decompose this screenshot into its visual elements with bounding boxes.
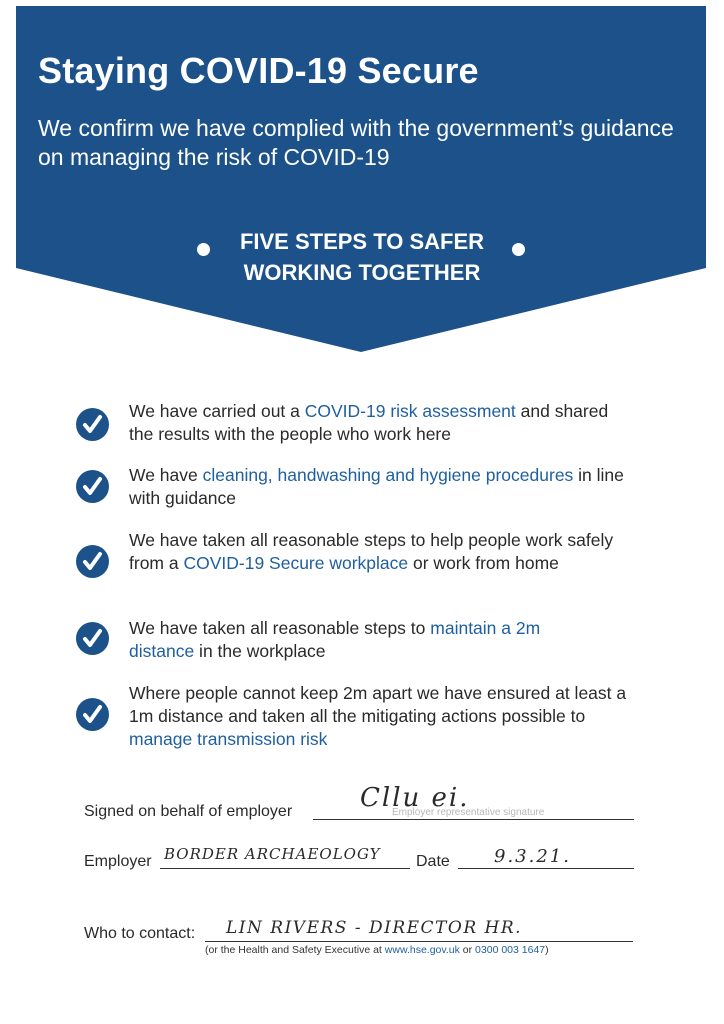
contact-handwriting: LIN RIVERS - DIRECTOR HR. [226,918,523,938]
employer-handwriting: BORDER ARCHAEOLOGY [164,845,381,863]
checkmark-icon [76,470,109,503]
hse-phone: 0300 003 1647 [475,944,546,956]
date-handwriting: 9.3.21. [494,846,571,867]
hse-note: (or the Health and Safety Executive at www.hse.gov.uk or 0300 003 1647) [205,944,549,956]
checkmark-icon [76,545,109,578]
page-subtitle: We confirm we have complied with the government’s guidance on managing the risk of COVID-19 [38,115,674,170]
page-title: Staying COVID-19 Secure [38,50,479,91]
employer-label: Employer [84,853,152,870]
steps-heading-line1: FIVE STEPS TO SAFER [239,229,485,254]
checkmark-icon [76,408,109,441]
date-label: Date [416,853,450,870]
signature-handwriting: Cllu ei. [360,783,470,813]
steps-heading-line2: WORKING TOGETHER [243,260,481,285]
signature-hint: Employer representative signature [392,807,545,818]
item-text: We have carried out a COVID-19 risk assessment and shared the results with the people who work here [129,401,609,444]
checkmark-icon [76,622,109,655]
item-text: We have taken all reasonable steps to maintain a 2m distance in the workplace [129,618,541,661]
steps-heading [0,226,724,288]
contact-label: Who to contact: [84,925,196,942]
hse-link[interactable]: www.hse.gov.uk [384,944,460,956]
item-text: We have taken all reasonable steps to help people work safely from a COVID-19 Secure workplace or work from home [129,530,614,573]
checkmark-icon [76,698,109,731]
item-text: We have cleaning, handwashing and hygiene procedures in line with guidance [129,465,624,508]
signed-label: Signed on behalf of employer [84,803,293,820]
item-text: Where people cannot keep 2m apart we have ensured at least a 1m distance and taken all the mitigating actions possible to manage transmission risk [129,683,627,749]
